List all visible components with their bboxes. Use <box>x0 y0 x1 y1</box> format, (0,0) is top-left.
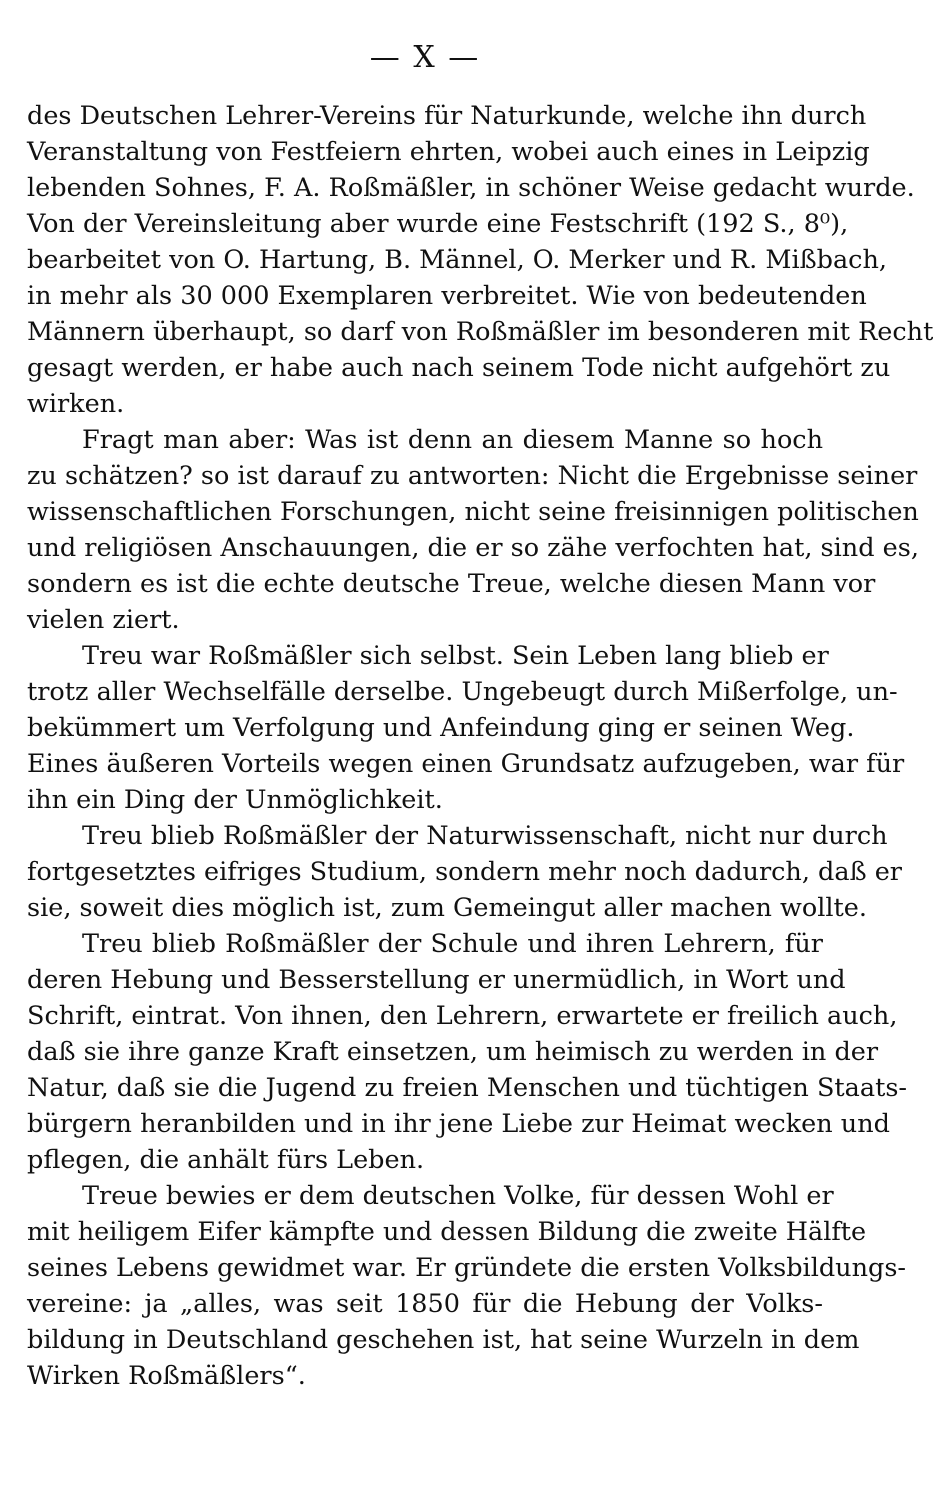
text-line: pflegen, die anhält fürs Leben. <box>27 1145 425 1175</box>
text-line: Treue bewies er dem deutschen Volke, für dessen Wohl er <box>82 1181 834 1211</box>
text-line: Eines äußeren Vorteils wegen einen Grundsatz aufzugeben, war für <box>27 749 905 779</box>
text-line: seines Lebens gewidmet war. Er gründete die ersten Volksbildungs- <box>27 1253 907 1283</box>
text-line: wirken. <box>27 389 125 419</box>
paragraph <box>27 422 919 638</box>
text-line: Schrift, eintrat. Von ihnen, den Lehrern, erwartete er freilich auch, <box>27 1001 898 1031</box>
text-line: bildung in Deutschland geschehen ist, hat seine Wurzeln in dem <box>27 1325 860 1355</box>
text-line: Veranstaltung von Festfeiern ehrten, wobei auch eines in Leipzig <box>27 137 870 167</box>
text-line: des Deutschen Lehrer-Vereins für Naturkunde, welche ihn durch <box>27 101 867 131</box>
text-line: sie, soweit dies möglich ist, zum Gemeingut aller machen wollte. <box>27 893 867 923</box>
paragraph <box>27 926 908 1178</box>
text-line: Fragt man aber: Was ist denn an diesem Manne so hoch <box>82 425 823 455</box>
text-line: vereine: ja „alles, was seit 1850 für die Hebung der Volks- <box>27 1289 823 1319</box>
paragraph <box>27 818 902 926</box>
text-line: bürgern heranbilden und in ihr jene Liebe zur Heimat wecken und <box>27 1109 890 1139</box>
text-line: bekümmert um Verfolgung und Anfeindung ging er seinen Weg. <box>27 713 855 743</box>
text-line: Treu blieb Roßmäßler der Schule und ihren Lehrern, für <box>82 929 823 959</box>
text-line: trotz aller Wechselfälle derselbe. Ungebeugt durch Mißerfolge, un- <box>27 677 898 707</box>
text-line: Männern überhaupt, so darf von Roßmäßler im besonderen mit Recht <box>27 317 933 347</box>
paragraph <box>27 98 933 422</box>
text-line: Natur, daß sie die Jugend zu freien Menschen und tüchtigen Staats- <box>27 1073 908 1103</box>
text-line: in mehr als 30 000 Exemplaren verbreitet. Wie von bedeutenden <box>27 281 867 311</box>
paragraph <box>27 1178 907 1394</box>
text-line: fortgesetztes eifriges Studium, sondern mehr noch dadurch, daß er <box>27 857 902 887</box>
text-line: daß sie ihre ganze Kraft einsetzen, um heimisch zu werden in der <box>27 1037 879 1067</box>
text-line: vielen ziert. <box>27 605 180 635</box>
text-line: deren Hebung und Besserstellung er unermüdlich, in Wort und <box>27 965 846 995</box>
text-line: Von der Vereinsleitung aber wurde eine Festschrift (192 S., 8⁰), <box>27 209 849 239</box>
text-line: gesagt werden, er habe auch nach seinem Tode nicht aufgehört zu <box>27 353 891 383</box>
text-line: lebenden Sohnes, F. A. Roßmäßler, in schöner Weise gedacht wurde. <box>27 173 915 203</box>
text-line: sondern es ist die echte deutsche Treue, welche diesen Mann vor <box>27 569 876 599</box>
text-line: und religiösen Anschauungen, die er so zähe verfochten hat, sind es, <box>27 533 919 563</box>
text-line: wissenschaftlichen Forschungen, nicht seine freisinnigen politischen <box>27 497 919 527</box>
paragraph <box>27 638 905 818</box>
text-line: mit heiligem Eifer kämpfte und dessen Bildung die zweite Hälfte <box>27 1217 867 1247</box>
body-text <box>27 98 933 1394</box>
text-line: Treu war Roßmäßler sich selbst. Sein Leben lang blieb er <box>82 641 829 671</box>
text-line: ihn ein Ding der Unmöglichkeit. <box>27 785 443 815</box>
text-line: zu schätzen? so ist darauf zu antworten: Nicht die Ergebnisse seiner <box>27 461 918 491</box>
page-number: — X — <box>369 40 481 75</box>
text-line: bearbeitet von O. Hartung, B. Männel, O. Merker und R. Mißbach, <box>27 245 887 275</box>
text-line: Wirken Roßmäßlers“. <box>27 1361 306 1391</box>
text-line: Treu blieb Roßmäßler der Naturwissenschaft, nicht nur durch <box>82 821 888 851</box>
